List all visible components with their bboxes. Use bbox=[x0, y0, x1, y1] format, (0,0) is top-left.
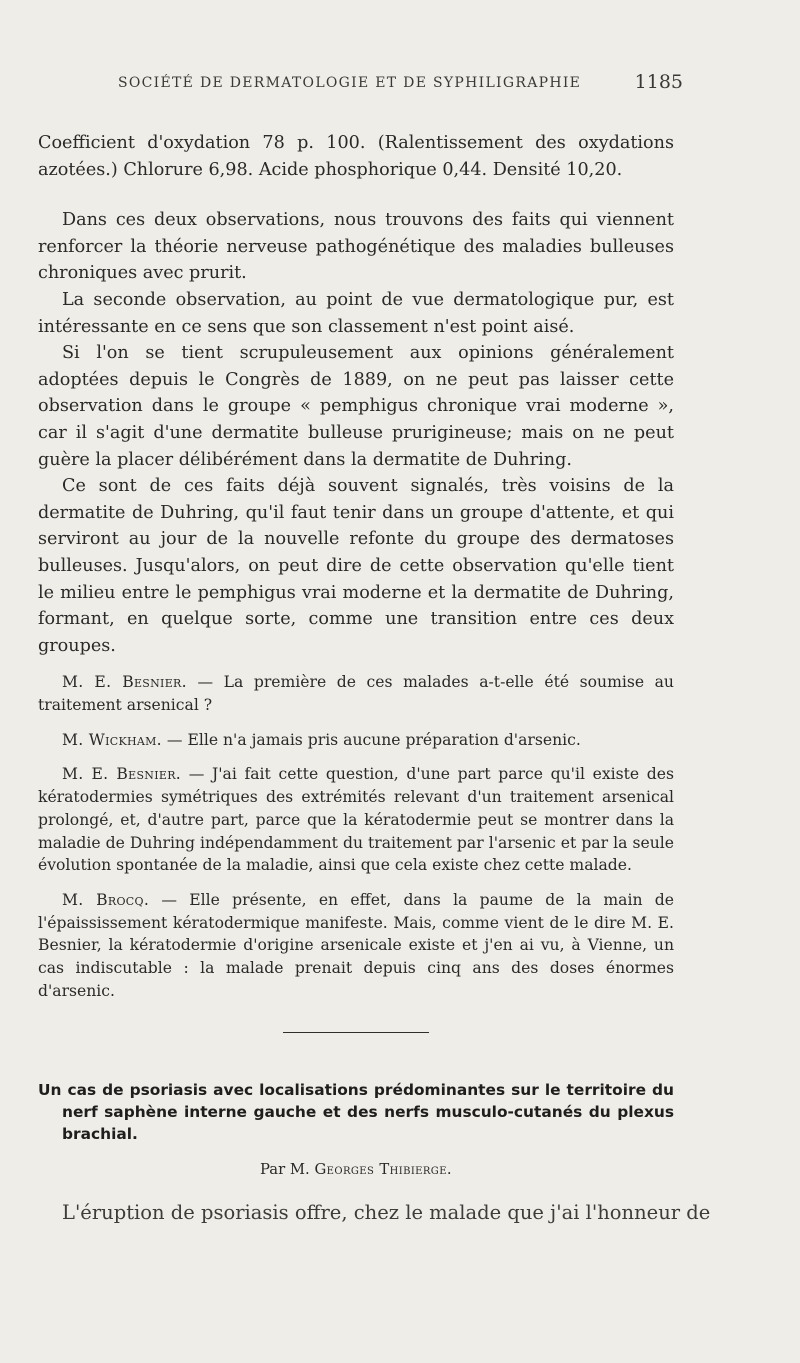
running-title: SOCIÉTÉ DE DERMATOLOGIE ET DE SYPHILIGRAPHIE bbox=[118, 75, 582, 91]
discussion-remark bbox=[38, 729, 674, 752]
remark-text: — Elle n'a jamais pris aucune préparation d'arsenic. bbox=[166, 730, 581, 749]
discussion-remark bbox=[38, 889, 674, 1003]
paragraph-classification: Si l'on se tient scrupuleusement aux opinions généralement adoptées depuis le Congrès de 1889, on ne peut pas laisser cette observation dans le groupe « pemphigus chronique vrai moderne », car il s'agit d'une dermatite bulleuse prurigineuse; mais on ne peut guère la placer délibérément dans la dermatite de Duhring. bbox=[38, 343, 674, 470]
remark-text: — J'ai fait cette question, d'une part parce qu'il existe des kératodermies symétriques des extrémités relevant d'un traitement arsenical prolongé, et, d'autre part, parce que la kératodermie peut se montrer dans la maladie de Duhring indépendamment du traitement par l'arsenic et par la seule évolution spontanée de la maladie, ainsi que cela existe chez cette malade. bbox=[38, 765, 674, 875]
article-byline bbox=[38, 1161, 674, 1178]
speaker-name: M. Brocq. bbox=[62, 890, 150, 909]
page-number: 1185 bbox=[634, 71, 683, 93]
discussion-remark bbox=[38, 763, 674, 877]
article-title: Un cas de psoriasis avec localisations prédominantes sur le territoire du nerf saphène interne gauche et des nerfs musculo-cutanés du plexus brachial. bbox=[38, 1081, 674, 1144]
article-first-line: L'éruption de psoriasis offre, chez le malade que j'ai l'honneur de bbox=[62, 1201, 711, 1225]
speaker-name: M. Wickham. bbox=[62, 730, 162, 749]
paragraph-waiting-group: Ce sont de ces faits déjà souvent signalés, très voisins de la dermatite de Duhring, qu'il faut tenir dans un groupe d'attente, et qui serviront au jour de la nouvelle refonte du groupe des dermatoses bulleuses. Jusqu'alors, on peut dire de cette observation qu'elle tient le milieu entre le pemphigus vrai moderne et la dermatite de Duhring, formant, en quelque sorte, comme une transition entre ces deux groupes. bbox=[38, 476, 674, 656]
paragraph-oxidation-results: Coefficient d'oxydation 78 p. 100. (Ralentissement des oxydations azotées.) Chlorure 6,98. Acide phosphorique 0,44. Densité 10,20. bbox=[38, 133, 674, 180]
byline-author: Georges Thibierge. bbox=[314, 1161, 453, 1179]
remark-text: — La première de ces malades a-t-elle été soumise au traitement arsenical ? bbox=[38, 673, 674, 714]
speaker-name: M. E. Besnier. bbox=[62, 673, 187, 692]
speaker-name: M. E. Besnier. bbox=[62, 765, 182, 784]
remark-text: — Elle présente, en effet, dans la paume de la main de l'épaississement kératodermique manifeste. Mais, comme vient de le dire M. E. Besnier, la kératodermie d'origine arsenicale existe et j'en ai vu, à Vienne, un cas indiscutable : la malade prenait depuis cinq ans des doses énormes d'arsenic. bbox=[38, 890, 674, 1000]
running-header bbox=[118, 71, 683, 93]
page-body bbox=[38, 130, 711, 1226]
section-divider bbox=[283, 1032, 429, 1033]
byline-prefix: Par M. bbox=[259, 1161, 310, 1179]
discussion-remark bbox=[38, 671, 674, 716]
paragraph-second-observation: La seconde observation, au point de vue dermatologique pur, est intéressante en ce sens que son classement n'est point aisé. bbox=[38, 289, 674, 337]
paragraph-observations: Dans ces deux observations, nous trouvons des faits qui viennent renforcer la théorie nerveuse pathogénétique des maladies bulleuses chroniques avec prurit. bbox=[38, 210, 674, 284]
